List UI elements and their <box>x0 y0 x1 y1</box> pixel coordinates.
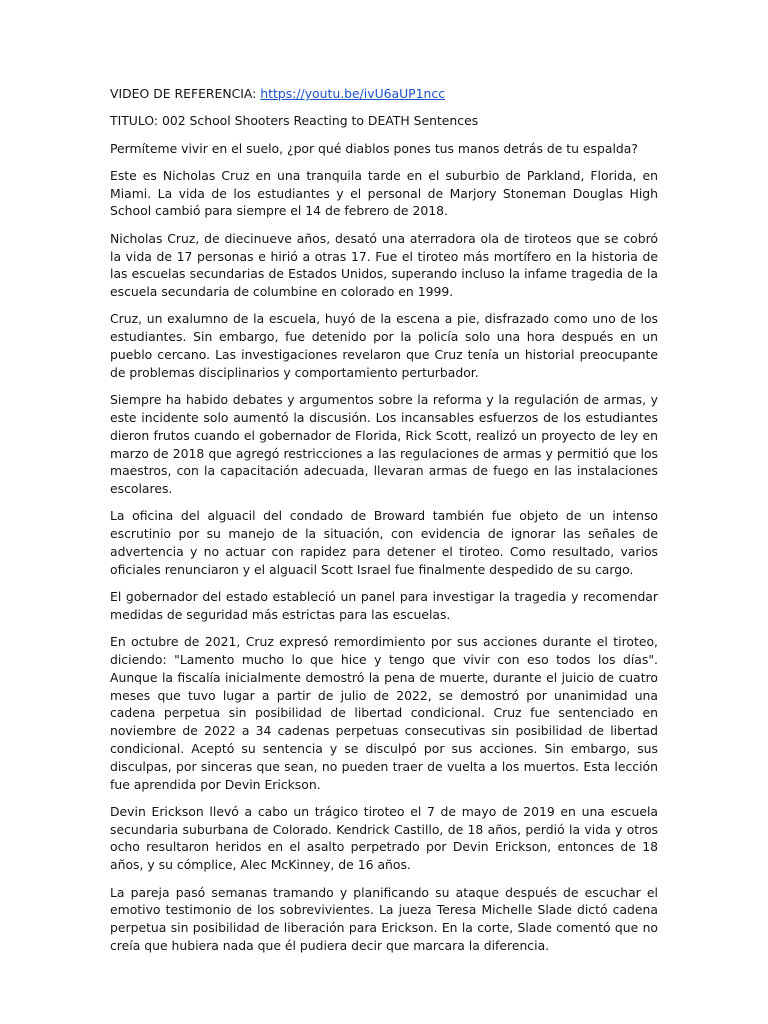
paragraph-4: Cruz, un exalumno de la escuela, huyó de la escena a pie, disfrazado como uno de los estudiantes. Sin embargo, fue detenido por la policía solo una hora después en un pueblo cercano. Las investigaciones revelaron que Cruz tenía un historial preocupante de problemas disciplinarios y comportamiento perturbador. <box>110 311 658 380</box>
reference-link[interactable]: https://youtu.be/ivU6aUP1ncc <box>260 86 446 101</box>
title-line: TITULO: 002 School Shooters Reacting to DEATH Sentences <box>110 113 479 129</box>
paragraph-7: El gobernador del estado estableció un panel para investigar la tragedia y recomendar medidas de seguridad más estrictas para las escuelas. <box>110 589 658 622</box>
paragraph-9: Devin Erickson llevó a cabo un trágico tiroteo el 7 de mayo de 2019 en una escuela secundaria suburbana de Colorado. Kendrick Castillo, de 18 años, perdió la vida y otros ocho resultaron heridos en el asalto perpetrado por Devin Erickson, entonces de 18 años, y su cómplice, Alec McKinney, de 16 años. <box>110 803 658 873</box>
paragraph-5: Siempre ha habido debates y argumentos sobre la reforma y la regulación de armas, y este incidente solo aumentó la discusión. Los incansables esfuerzos de los estudiantes dieron frutos cuando el gobernador de Florida, Rick Scott, realizó un proyecto de ley en marzo de 2018 que agregó restricciones a las regulaciones de armas y permitió que los maestros, con la capacitación adecuada, llevaran armas de fuego en las instalaciones escolares. <box>110 392 658 497</box>
paragraph-10: La pareja pasó semanas tramando y planificando su ataque después de escuchar el emotivo testimonio de los sobrevivientes. La jueza Teresa Michelle Slade dictó cadena perpetua sin posibilidad de liberación para Erickson. En la corte, Slade comentó que no creía que hubiera nada que él pudiera decir que marcara la diferencia. <box>110 884 658 953</box>
reference-label: VIDEO DE REFERENCIA: <box>110 86 257 101</box>
reference-line <box>110 85 658 103</box>
paragraph-3: Nicholas Cruz, de diecinueve años, desató una aterradora ola de tiroteos que se cobró la vida de 17 personas e hirió a otras 17. Fue el tiroteo más mortífero en la historia de las escuelas secundarias de Estados Unidos, superando incluso la infame tragedia de la escuela secundaria de columbine en colorado en 1999. <box>110 230 658 300</box>
paragraph-2: Este es Nicholas Cruz en una tranquila tarde en el suburbio de Parkland, Florida, en Miami. La vida de los estudiantes y el personal de Marjory Stoneman Douglas High School cambió para siempre el 14 de febrero de 2018. <box>110 167 658 219</box>
paragraph-8: En octubre de 2021, Cruz expresó remordimiento por sus acciones durante el tiroteo, diciendo: "Lamento mucho lo que hice y tengo que vivir con eso todos los días". Aunque la fiscalía inicialmente demostró la pena de muerte, durante el juicio de cuatro meses que tuvo lugar a partir de julio de 2022, se demostró por unanimidad una cadena perpetua sin posibilidad de libertad condicional. Cruz fue sentenciado en noviembre de 2022 a 34 cadenas perpetuas consecutivas sin posibilidad de libertad condicional. Aceptó su sentencia y se disculpó por sus acciones. Sin embargo, sus disculpas, por sinceras que sean, no pueden traer de vuelta a los muertos. Esta lección fue aprendida por Devin Erickson. <box>110 634 658 792</box>
paragraph-6: La oficina del alguacil del condado de Broward también fue objeto de un intenso escrutinio por su manejo de la situación, con evidencia de ignorar las señales de advertencia y no actuar con rapidez para detener el tiroteo. Como resultado, varios oficiales renunciaron y el alguacil Scott Israel fue finalmente despedido de su cargo. <box>110 508 658 577</box>
paragraph-1: Permíteme vivir en el suelo, ¿por qué diablos pones tus manos detrás de tu espalda? <box>110 140 638 156</box>
document-page <box>110 85 658 964</box>
